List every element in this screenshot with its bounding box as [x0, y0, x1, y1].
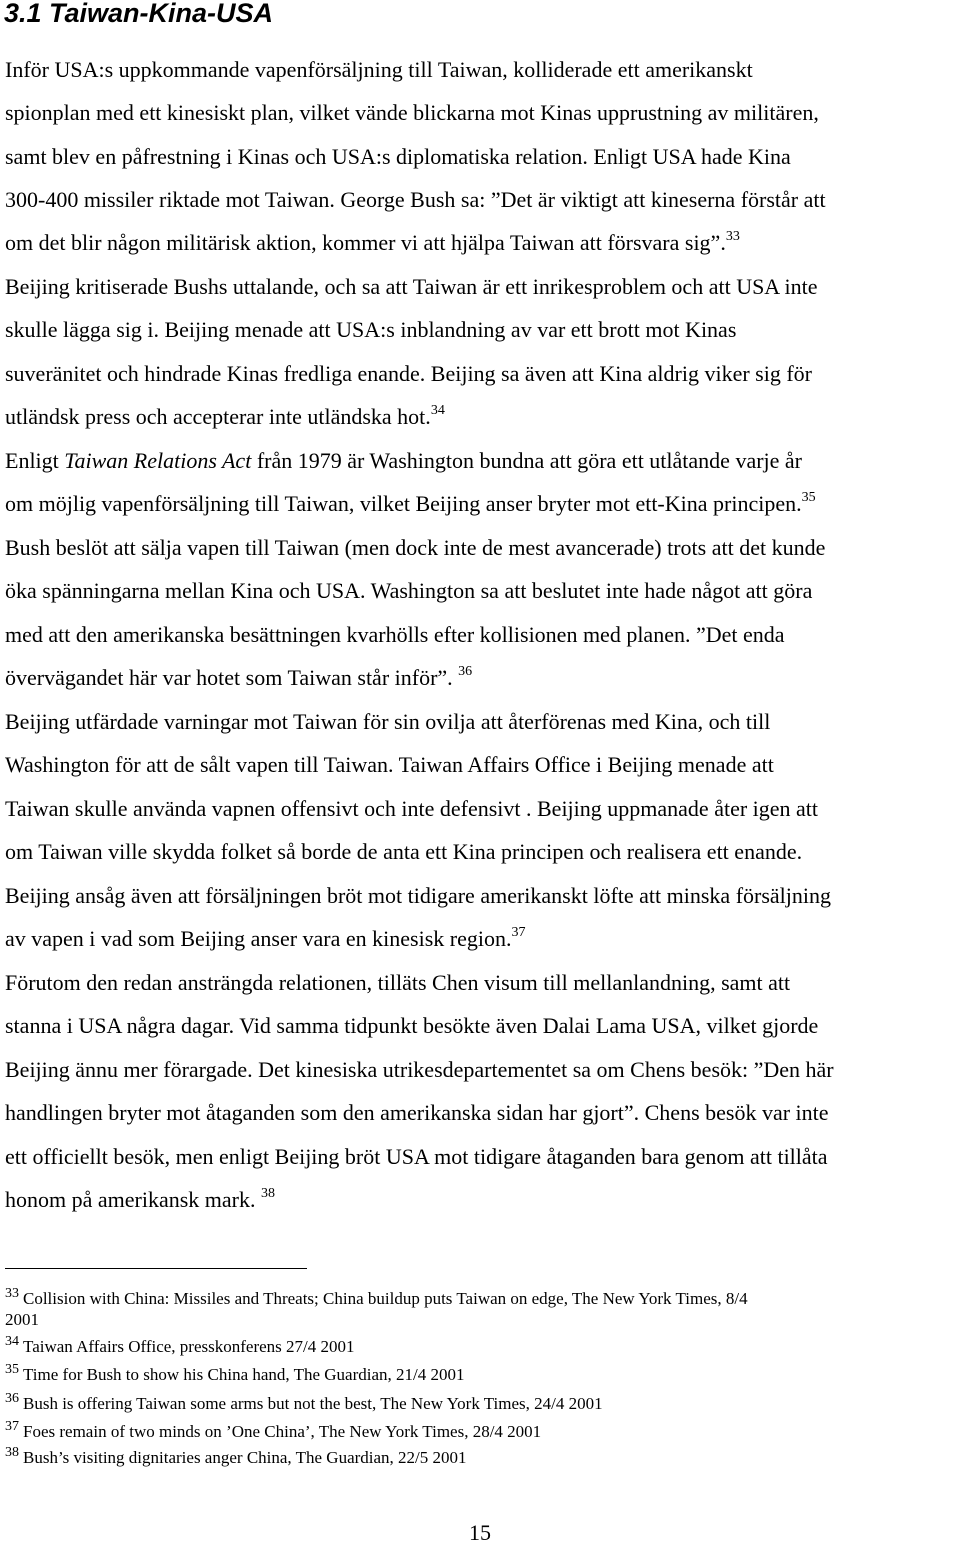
body-line: Beijing ansåg även att försäljningen bröt mot tidigare amerikanskt löfte att minska försäljning	[5, 883, 832, 908]
body-line: handlingen bryter mot åtaganden som den amerikanska sidan har gjort”. Chens besök var inte	[5, 1100, 829, 1125]
body-line: med att den amerikanska besättningen kvarhölls efter kollisionen med planen. ”Det enda	[5, 622, 785, 647]
footnote-continuation: 2001	[5, 1310, 39, 1329]
body-line: ett officiellt besök, men enligt Beijing bröt USA mot tidigare åtaganden bara genom att tillåta	[5, 1144, 828, 1169]
footnote-number: 36	[5, 1391, 19, 1406]
body-line: spionplan med ett kinesiskt plan, vilket vände blickarna mot Kinas upprustning av militären,	[5, 100, 819, 125]
body-line: 300-400 missiler riktade mot Taiwan. George Bush sa: ”Det är viktigt att kineserna förstår att	[5, 187, 826, 212]
body-line: samt blev en påfrestning i Kinas och USA:s diplomatiska relation. Enligt USA hade Kina	[5, 144, 791, 169]
footnote-number: 34	[5, 1334, 19, 1349]
body-line: övervägandet här var hotet som Taiwan står inför”. $^{36}$	[5, 664, 473, 690]
page-number: 15	[469, 1520, 491, 1545]
footnote-ref: 34	[430, 403, 445, 418]
body-line: om det blir någon militärisk aktion, kommer vi att hjälpa Taiwan att försvara sig”.$^{33}$	[5, 229, 740, 255]
body-line: av vapen i vad som Beijing anser vara en kinesisk region.$^{37}$	[5, 925, 526, 951]
body-line: Taiwan skulle använda vapnen offensivt och inte defensivt . Beijing uppmanade åter igen att	[5, 796, 819, 821]
footnote-number: 38	[5, 1445, 19, 1460]
body-line: honom på amerikansk mark. $^{38}$	[5, 1186, 275, 1212]
body-line: Förutom den redan ansträngda relationen, tilläts Chen visum till mellanlandning, samt att	[5, 970, 791, 995]
body-line: om möjlig vapenförsäljning till Taiwan, vilket Beijing anser bryter mot ett-Kina principen.$^{35}$	[5, 490, 816, 516]
footnote-number: 33	[5, 1286, 19, 1301]
act-title: Taiwan Relations Act	[64, 448, 252, 473]
body-line: Beijing ännu mer förargade. Det kinesiska utrikesdepartementet sa om Chens besök: ”Den här	[5, 1057, 834, 1082]
footnote-number: 37	[5, 1419, 19, 1434]
body-line: stanna i USA några dagar. Vid samma tidpunkt besökte även Dalai Lama USA, vilket gjorde	[5, 1013, 819, 1038]
body-line: Beijing utfärdade varningar mot Taiwan för sin ovilja att återförenas med Kina, och till	[5, 709, 771, 734]
body-line: suveränitet och hindrade Kinas fredliga enande. Beijing sa även att Kina aldrig viker sig för	[5, 361, 813, 386]
body-line: öka spänningarna mellan Kina och USA. Washington sa att beslutet inte hade något att göra	[5, 578, 813, 603]
footnote-ref: 38	[261, 1186, 275, 1201]
body-line: Inför USA:s uppkommande vapenförsäljning till Taiwan, kolliderade ett amerikanskt	[5, 57, 753, 82]
footnote-number: 35	[5, 1362, 19, 1377]
footnote-ref: 37	[511, 925, 526, 940]
footnote-ref: 35	[801, 490, 816, 505]
body-line: Washington för att de sålt vapen till Taiwan. Taiwan Affairs Office i Beijing menade att	[5, 752, 774, 777]
body-line: Beijing kritiserade Bushs uttalande, och sa att Taiwan är ett inrikesproblem och att USA inte	[5, 274, 818, 299]
footnote: $^{38}$ Bush’s visiting dignitaries anger China, The Guardian, 22/5 2001	[5, 1445, 467, 1467]
body-line: Enligt Taiwan Relations Act från 1979 är Washington bundna att göra ett utlåtande varje år	[5, 448, 802, 473]
footnote: $^{35}$ Time for Bush to show his China hand, The Guardian, 21/4 2001	[5, 1362, 465, 1384]
body-line: utländsk press och accepterar inte utländska hot.$^{34}$	[5, 403, 445, 429]
body-line: Bush beslöt att sälja vapen till Taiwan (men dock inte de mest avancerade) trots att det kunde	[5, 535, 826, 560]
footnote: $^{36}$ Bush is offering Taiwan some arms but not the best, The New York Times, 24/4 2001	[5, 1391, 603, 1413]
footnote: $^{37}$ Foes remain of two minds on ’One China’, The New York Times, 28/4 2001	[5, 1419, 542, 1441]
footnote: $^{33}$ Collision with China: Missiles and Threats; China buildup puts Taiwan on edge, The New York Times, 8/4	[5, 1286, 748, 1308]
section-heading: 3.1 Taiwan-Kina-USA	[4, 0, 274, 28]
body-line: skulle lägga sig i. Beijing menade att USA:s inblandning av var ett brott mot Kinas	[5, 317, 737, 342]
footnote: $^{34}$ Taiwan Affairs Office, presskonferens 27/4 2001	[5, 1334, 355, 1356]
footnote-ref: 33	[725, 229, 740, 244]
footnote-ref: 36	[458, 664, 473, 679]
body-line: om Taiwan ville skydda folket så borde de anta ett Kina principen och realisera ett enande.	[5, 839, 803, 864]
footnote-separator	[5, 1268, 307, 1269]
